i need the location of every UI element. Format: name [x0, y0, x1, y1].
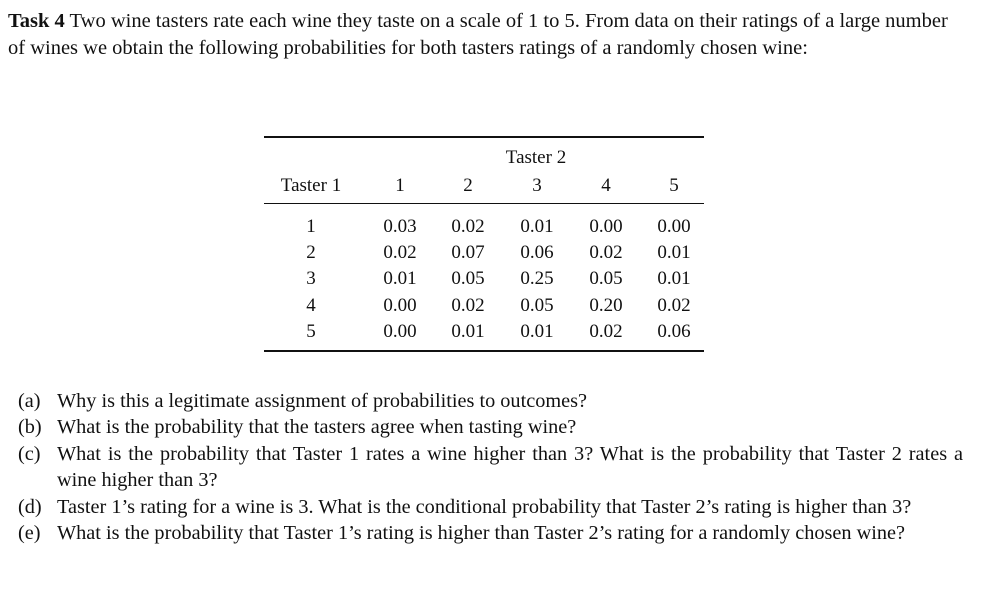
column-group-header [264, 147, 704, 171]
table-cell: 0.01 [383, 268, 417, 290]
row-label: 5 [306, 320, 316, 342]
table-cell: 0.02 [383, 242, 417, 264]
question-list [18, 388, 963, 546]
question-item [18, 388, 963, 414]
table-row [264, 294, 704, 320]
column-header: 3 [532, 175, 542, 196]
table-cell: 0.00 [657, 216, 691, 237]
question-item [18, 520, 963, 546]
table-body [264, 215, 704, 346]
question-item [18, 441, 963, 494]
question-marker: (b) [18, 416, 42, 439]
table-row [264, 267, 704, 293]
table-header-row [264, 174, 704, 198]
table-cell: 0.01 [520, 320, 554, 342]
table-bottom-rule [264, 350, 704, 352]
table-cell: 0.05 [451, 268, 485, 290]
table-cell: 0.25 [520, 268, 554, 290]
question-item [18, 414, 963, 440]
table-row [264, 215, 704, 241]
question-text: What is the probability that Taster 1’s rating is higher than Taster 2’s rating for a randomly chosen wine? [57, 522, 906, 545]
question-text: Taster 1’s rating for a wine is 3. What is the conditional probability that Taster 2’s rating is higher than 3? [57, 495, 912, 518]
question-marker: (a) [18, 390, 41, 412]
table-cell: 0.03 [383, 216, 417, 237]
column-header: 4 [601, 175, 611, 196]
row-label: 3 [306, 268, 316, 290]
table-cell: 0.05 [520, 294, 554, 316]
table-cell: 0.05 [589, 268, 623, 290]
table-cell: 0.01 [451, 320, 485, 342]
column-header: 5 [669, 175, 679, 196]
table-cell: 0.00 [383, 320, 417, 342]
column-header: 2 [463, 175, 473, 196]
task-label: Task 4 [8, 10, 65, 32]
table-top-rule [264, 136, 704, 138]
table-cell: 0.02 [589, 242, 623, 264]
table-row [264, 320, 704, 346]
table-cell: 0.06 [657, 320, 691, 342]
column-header: 1 [395, 175, 405, 196]
row-label: 1 [306, 216, 316, 237]
question-marker: (d) [18, 495, 42, 518]
row-label: 4 [306, 294, 316, 316]
column-group-label: Taster 2 [505, 147, 567, 168]
table-cell: 0.00 [589, 216, 623, 237]
task-intro-text: Two wine tasters rate each wine they taste on a scale of 1 to 5. From data on their ratings of a large number of wines we obtain the following probabilities for both tasters ratings of a randomly chosen wine: [8, 10, 948, 59]
table-cell: 0.06 [520, 242, 554, 264]
table-cell: 0.20 [589, 294, 623, 316]
table-header-rule [264, 203, 704, 204]
row-header-label: Taster 1 [280, 175, 342, 196]
question-text: What is the probability that the tasters agree when tasting wine? [57, 416, 577, 439]
question-text: What is the probability that Taster 1 rates a wine higher than 3? What is the probability that Taster 2 rates a wine higher than 3? [57, 442, 963, 492]
table-cell: 0.07 [451, 242, 485, 264]
question-item [18, 494, 963, 520]
table-cell: 0.02 [451, 216, 485, 237]
question-marker: (c) [18, 442, 41, 465]
table-cell: 0.02 [657, 294, 691, 316]
table-cell: 0.01 [657, 268, 691, 290]
table-cell: 0.02 [451, 294, 485, 316]
table-cell: 0.02 [589, 320, 623, 342]
question-marker: (e) [18, 522, 41, 545]
task-intro-paragraph [8, 8, 968, 61]
table-row [264, 241, 704, 267]
row-label: 2 [306, 242, 316, 264]
table-cell: 0.01 [520, 216, 554, 237]
table-cell: 0.01 [657, 242, 691, 264]
question-text: Why is this a legitimate assignment of probabilities to outcomes? [57, 390, 588, 412]
table-cell: 0.00 [383, 294, 417, 316]
